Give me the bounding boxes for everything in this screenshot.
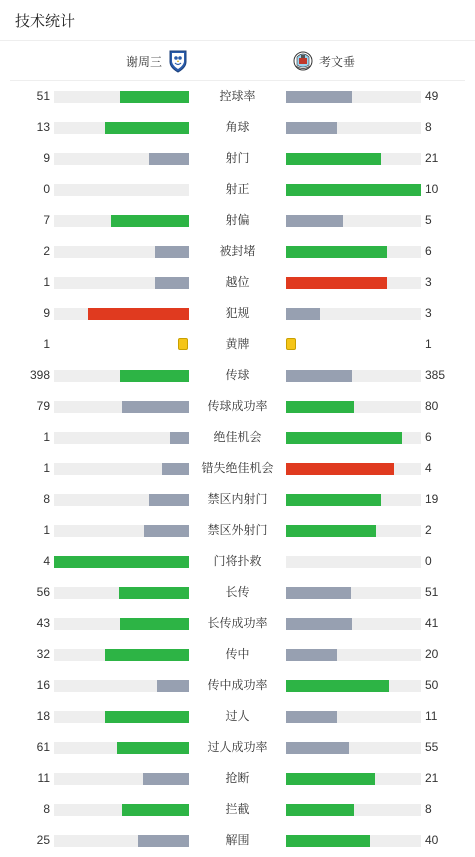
- home-stat-bar-track: [54, 215, 189, 227]
- home-stat-bar-track: [54, 742, 189, 754]
- away-stat-value: 385: [425, 368, 446, 382]
- stat-row: [0, 453, 475, 484]
- home-stat-bar-track: [54, 618, 189, 630]
- home-stat-value: 0: [43, 182, 50, 196]
- home-stat-value: 16: [36, 678, 50, 692]
- home-stat-bar: [119, 587, 189, 599]
- home-stat-value: 8: [43, 802, 50, 816]
- away-stat-value: 49: [425, 89, 439, 103]
- away-stat-bar: [286, 308, 320, 320]
- stat-row: [0, 360, 475, 391]
- stat-row: [0, 515, 475, 546]
- away-stat-bar-track: [286, 308, 421, 320]
- away-stat-value: 20: [425, 647, 439, 661]
- stat-label: 被封堵: [219, 244, 256, 258]
- home-stat-value: 56: [36, 585, 50, 599]
- home-stat-bar: [155, 246, 189, 258]
- home-stat-bar-track: [54, 556, 189, 568]
- away-stat-bar-track: [286, 649, 421, 661]
- away-stat-value: 2: [425, 523, 432, 537]
- away-stat-bar: [286, 618, 352, 630]
- away-stat-value: 40: [425, 833, 439, 847]
- away-stat-bar-track: [286, 742, 421, 754]
- stat-label: 过人成功率: [207, 740, 268, 754]
- away-stat-bar: [286, 91, 352, 103]
- away-stat-value: 1: [425, 337, 432, 351]
- away-stat-value: 8: [425, 802, 432, 816]
- away-stat-value: 41: [425, 616, 439, 630]
- stat-row: [0, 267, 475, 298]
- away-stat-bar: [286, 401, 354, 413]
- owl-crest-icon: [168, 49, 188, 73]
- yellow-card-icon: [178, 338, 188, 350]
- home-stat-bar: [162, 463, 189, 475]
- home-stat-bar: [120, 91, 189, 103]
- stat-label: 传球成功率: [207, 399, 268, 413]
- stat-row: [0, 794, 475, 825]
- stat-row: [0, 329, 475, 360]
- stat-label: 传中成功率: [207, 678, 268, 692]
- away-stat-bar: [286, 680, 389, 692]
- home-stat-value: 25: [36, 833, 50, 847]
- away-stat-bar: [286, 277, 387, 289]
- home-stat-value: 1: [43, 430, 50, 444]
- home-stat-bar-track: [54, 525, 189, 537]
- home-stat-value: 11: [37, 771, 50, 785]
- away-stat-bar-track: [286, 711, 421, 723]
- away-stat-bar: [286, 370, 352, 382]
- away-stat-bar-track: [286, 277, 421, 289]
- stat-label: 解围: [225, 833, 250, 847]
- home-stat-bar: [170, 432, 189, 444]
- home-stat-bar-track: [54, 370, 189, 382]
- stat-row: [0, 143, 475, 174]
- home-stat-value: 9: [43, 306, 50, 320]
- away-stat-value: 80: [425, 399, 439, 413]
- home-stat-value: 9: [43, 151, 50, 165]
- teams-header: [0, 40, 475, 81]
- home-stat-bar-track: [54, 277, 189, 289]
- home-stat-bar-track: [54, 432, 189, 444]
- stat-row: [0, 391, 475, 422]
- stat-label: 门将扑救: [213, 554, 262, 568]
- stat-row: [0, 112, 475, 143]
- home-stat-value: 1: [43, 275, 50, 289]
- home-stat-bar: [88, 308, 189, 320]
- stats-list: [0, 81, 475, 856]
- stat-label: 越位: [225, 275, 250, 289]
- away-stat-bar-track: [286, 618, 421, 630]
- elephant-crest-icon: [293, 49, 313, 73]
- away-stat-bar-track: [286, 587, 421, 599]
- stat-label: 禁区外射门: [207, 523, 268, 537]
- stat-label: 传球: [225, 368, 250, 382]
- away-stat-bar: [286, 525, 376, 537]
- home-stat-value: 1: [43, 523, 50, 537]
- stat-row: [0, 639, 475, 670]
- stat-label: 长传: [225, 585, 250, 599]
- away-stat-value: 3: [425, 275, 432, 289]
- away-stat-value: 21: [425, 151, 439, 165]
- away-stat-bar-track: [286, 525, 421, 537]
- away-stat-bar-track: [286, 432, 421, 444]
- stat-label: 绝佳机会: [213, 430, 262, 444]
- stat-label: 拦截: [225, 802, 250, 816]
- stat-label: 犯规: [225, 306, 250, 320]
- home-stat-bar: [54, 556, 189, 568]
- home-stat-bar-track: [54, 494, 189, 506]
- home-stat-value: 398: [29, 368, 50, 382]
- home-stat-value: 79: [36, 399, 50, 413]
- away-stat-value: 3: [425, 306, 432, 320]
- away-stat-value: 0: [425, 554, 432, 568]
- home-stat-bar: [122, 804, 190, 816]
- away-stat-value: 21: [425, 771, 439, 785]
- away-stat-bar-track: [286, 494, 421, 506]
- home-stat-bar-track: [54, 649, 189, 661]
- home-stat-bar: [149, 153, 190, 165]
- home-stat-bar: [117, 742, 189, 754]
- stat-row: [0, 174, 475, 205]
- stat-label: 长传成功率: [207, 616, 268, 630]
- away-stat-bar-track: [286, 370, 421, 382]
- away-stat-bar: [286, 432, 402, 444]
- home-stat-bar-track: [54, 153, 189, 165]
- home-stat-bar: [157, 680, 189, 692]
- home-stat-value: 43: [36, 616, 50, 630]
- home-stat-bar: [149, 494, 190, 506]
- away-stat-value: 55: [425, 740, 439, 754]
- home-stat-bar: [120, 618, 189, 630]
- yellow-card-icon: [286, 338, 296, 350]
- stat-row: [0, 484, 475, 515]
- home-team[interactable]: [126, 49, 188, 73]
- home-stat-bar-track: [54, 835, 189, 847]
- home-stat-value: 13: [36, 120, 50, 134]
- home-stat-bar: [138, 835, 189, 847]
- home-stat-bar-track: [54, 91, 189, 103]
- stat-row: [0, 763, 475, 794]
- away-stat-bar: [286, 587, 351, 599]
- home-stat-value: 1: [43, 337, 50, 351]
- home-stat-bar: [155, 277, 189, 289]
- home-stat-value: 18: [36, 709, 50, 723]
- away-stat-bar: [286, 463, 394, 475]
- stat-row: [0, 298, 475, 329]
- home-stat-bar-track: [54, 773, 189, 785]
- away-stat-value: 6: [425, 244, 432, 258]
- stat-label: 错失绝佳机会: [201, 461, 274, 475]
- home-stat-value: 1: [43, 461, 50, 475]
- home-stat-bar-track: [54, 401, 189, 413]
- away-stat-bar: [286, 711, 337, 723]
- away-team[interactable]: [293, 49, 355, 73]
- away-stat-value: 10: [425, 182, 439, 196]
- away-stat-bar: [286, 804, 354, 816]
- home-stat-bar: [122, 401, 190, 413]
- away-stat-value: 19: [425, 492, 439, 506]
- stat-row: [0, 422, 475, 453]
- stat-label: 过人: [225, 709, 250, 723]
- stat-label: 控球率: [219, 89, 256, 103]
- stat-label: 射门: [225, 151, 250, 165]
- stat-row: [0, 577, 475, 608]
- away-stat-bar: [286, 246, 387, 258]
- away-stat-bar-track: [286, 556, 421, 568]
- away-stat-bar: [286, 153, 381, 165]
- home-stat-value: 8: [43, 492, 50, 506]
- home-stat-bar-track: [54, 804, 189, 816]
- away-stat-bar-track: [286, 835, 421, 847]
- home-stat-value: 2: [43, 244, 50, 258]
- stat-row: [0, 732, 475, 763]
- away-stat-value: 11: [425, 709, 438, 723]
- home-stat-bar-track: [54, 680, 189, 692]
- stat-row: [0, 81, 475, 112]
- away-stat-bar-track: [286, 773, 421, 785]
- stat-label: 抢断: [225, 771, 250, 785]
- home-stat-bar: [105, 649, 189, 661]
- stat-row: [0, 546, 475, 577]
- home-stat-bar: [120, 370, 189, 382]
- home-stat-bar-track: [54, 587, 189, 599]
- home-stat-value: 61: [36, 740, 50, 754]
- away-stat-bar-track: [286, 680, 421, 692]
- away-stat-value: 8: [425, 120, 432, 134]
- away-stat-bar-track: [286, 463, 421, 475]
- stat-row: [0, 701, 475, 732]
- away-stat-bar: [286, 649, 337, 661]
- stat-row: [0, 608, 475, 639]
- home-stat-bar: [105, 711, 189, 723]
- away-stat-bar-track: [286, 91, 421, 103]
- away-stat-bar: [286, 742, 349, 754]
- away-stat-bar: [286, 215, 343, 227]
- home-stat-bar-track: [54, 184, 189, 196]
- away-team-name: 考文垂: [319, 54, 356, 69]
- away-stat-value: 51: [425, 585, 439, 599]
- away-stat-value: 6: [425, 430, 432, 444]
- away-stat-bar: [286, 494, 381, 506]
- stat-label: 禁区内射门: [207, 492, 268, 506]
- home-stat-bar-track: [54, 308, 189, 320]
- away-stat-value: 50: [425, 678, 439, 692]
- away-stat-bar-track: [286, 215, 421, 227]
- away-stat-bar-track: [286, 122, 421, 134]
- away-stat-value: 5: [425, 213, 432, 227]
- away-stat-bar-track: [286, 184, 421, 196]
- away-stat-bar: [286, 184, 421, 196]
- stat-label: 射偏: [225, 213, 250, 227]
- stat-row: [0, 205, 475, 236]
- home-stat-bar-track: [54, 711, 189, 723]
- away-stat-bar: [286, 835, 370, 847]
- home-stat-value: 4: [43, 554, 50, 568]
- home-stat-bar: [144, 525, 189, 537]
- home-stat-bar-track: [54, 122, 189, 134]
- home-stat-value: 7: [43, 213, 50, 227]
- home-team-name: 谢周三: [126, 54, 163, 69]
- stat-label: 黄牌: [225, 337, 250, 351]
- home-stat-value: 51: [36, 89, 50, 103]
- away-stat-value: 4: [425, 461, 432, 475]
- stat-row: [0, 825, 475, 856]
- away-stat-bar: [286, 773, 375, 785]
- stat-label: 角球: [225, 120, 250, 134]
- home-stat-value: 32: [36, 647, 50, 661]
- home-stat-bar: [105, 122, 189, 134]
- away-stat-bar-track: [286, 246, 421, 258]
- home-stat-bar-track: [54, 463, 189, 475]
- stat-label: 射正: [225, 182, 250, 196]
- away-stat-bar-track: [286, 804, 421, 816]
- away-stat-bar: [286, 122, 337, 134]
- away-stat-bar-track: [286, 153, 421, 165]
- stat-row: [0, 236, 475, 267]
- home-stat-bar: [111, 215, 189, 227]
- stat-label: 传中: [225, 647, 250, 661]
- away-stat-bar-track: [286, 401, 421, 413]
- home-stat-bar-track: [54, 246, 189, 258]
- page-title: 技术统计: [15, 13, 76, 30]
- stat-row: [0, 670, 475, 701]
- home-stat-bar: [143, 773, 189, 785]
